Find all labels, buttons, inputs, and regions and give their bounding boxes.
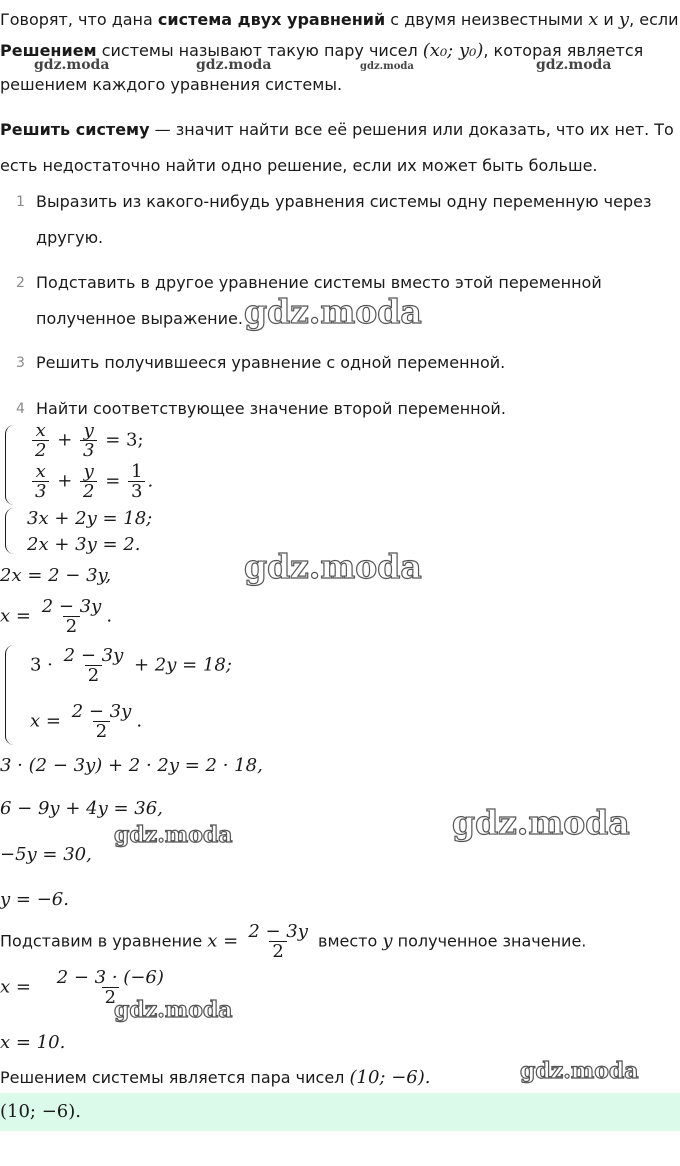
text: , если <box>629 10 679 29</box>
step-text: Выразить из какого-нибудь уравнения системы одну переменную через <box>36 192 652 211</box>
pair-x0-y0: (x₀; y₀) <box>422 40 484 61</box>
watermark: gdz.moda <box>452 803 630 842</box>
line-simplify: 6 − 9y + 4y = 36, <box>0 798 163 819</box>
step-number: 3 <box>16 355 25 371</box>
substitute-line: Подставим в уравнение x = $\frac{2 - 3y}{2}$ вместо y полученное значение. <box>0 921 587 962</box>
watermark: gdz.moda <box>244 547 422 586</box>
intro-line-3: решением каждого уравнения системы. <box>0 75 343 94</box>
system2-eq2: 2x + 3y = 2. <box>27 534 141 555</box>
step-number: 4 <box>16 401 25 417</box>
term-system: система двух уравнений <box>157 10 386 29</box>
system2-eq1: 3x + 2y = 18; <box>27 508 153 529</box>
var-y: y <box>618 9 630 30</box>
text: , которая является <box>483 41 644 60</box>
line-2x: 2x = 2 − 3y, <box>0 565 112 586</box>
text: Говорят, что дана <box>0 10 158 29</box>
solve-def-line-2: есть недостаточно найти одно решение, если их может быть больше. <box>0 156 598 175</box>
x-substituted: x = $\frac{2 - 3 \cdot (-6)}{2}$ <box>0 967 164 1008</box>
answer: (10; −6). <box>0 1101 81 1122</box>
watermark: gdz.moda <box>114 822 233 848</box>
brace <box>5 645 14 745</box>
x-expression: x = $\frac{2 - 3y}{2}$ . <box>0 596 113 637</box>
text: с двумя неизвестными <box>385 10 589 29</box>
intro-line-1 <box>0 10 679 30</box>
step-text: Подставить в другое уравнение системы вместо этой переменной <box>36 273 602 292</box>
text: — значит найти все её решения или доказать, что их нет. То <box>149 120 674 139</box>
answer-box <box>0 1093 680 1131</box>
step-number: 2 <box>16 275 25 291</box>
solve-def-line-1 <box>0 121 674 139</box>
watermark: gdz.moda <box>114 997 233 1023</box>
system1-eq1: $\frac{x}{2}$ + $\frac{y}{3}$ = 3; <box>30 421 144 460</box>
brace <box>5 508 14 554</box>
brace <box>5 425 14 505</box>
conclusion: Решением системы является пара чисел (10; −6). <box>0 1067 431 1088</box>
line-minus5y: −5y = 30, <box>0 844 92 865</box>
text: и <box>598 10 619 29</box>
step-text: другую. <box>36 228 104 247</box>
step-text: полученное выражение. <box>36 309 243 328</box>
line-x10: x = 10. <box>0 1032 66 1053</box>
watermark: gdz.moda <box>196 57 272 73</box>
system1-eq2: $\frac{x}{3}$ + $\frac{y}{2}$ = $\frac{1}{3}$ . <box>30 462 153 501</box>
text: системы называют такую пару чисел <box>96 41 423 60</box>
term-solve: Решить систему <box>0 120 150 139</box>
watermark: gdz.moda <box>520 1058 639 1084</box>
line-expand: 3 · (2 − 3y) + 2 · 2y = 2 · 18, <box>0 755 263 776</box>
line-y: y = −6. <box>0 889 69 910</box>
watermark: gdz.moda <box>34 57 110 73</box>
step-number: 1 <box>16 194 25 210</box>
term-solution: Решением <box>0 41 97 60</box>
watermark: gdz.moda <box>244 292 422 331</box>
system3-eq1: 3 · $\frac{2 - 3y}{2}$ + 2y = 18; <box>30 645 232 686</box>
step-text: Решить получившееся уравнение с одной переменной. <box>36 353 506 372</box>
system3-eq2: x = $\frac{2 - 3y}{2}$ . <box>30 701 143 742</box>
var-x: x <box>588 9 599 30</box>
watermark: gdz.moda <box>360 61 414 72</box>
watermark: gdz.moda <box>536 57 612 73</box>
step-text: Найти соответствующее значение второй переменной. <box>36 399 506 418</box>
